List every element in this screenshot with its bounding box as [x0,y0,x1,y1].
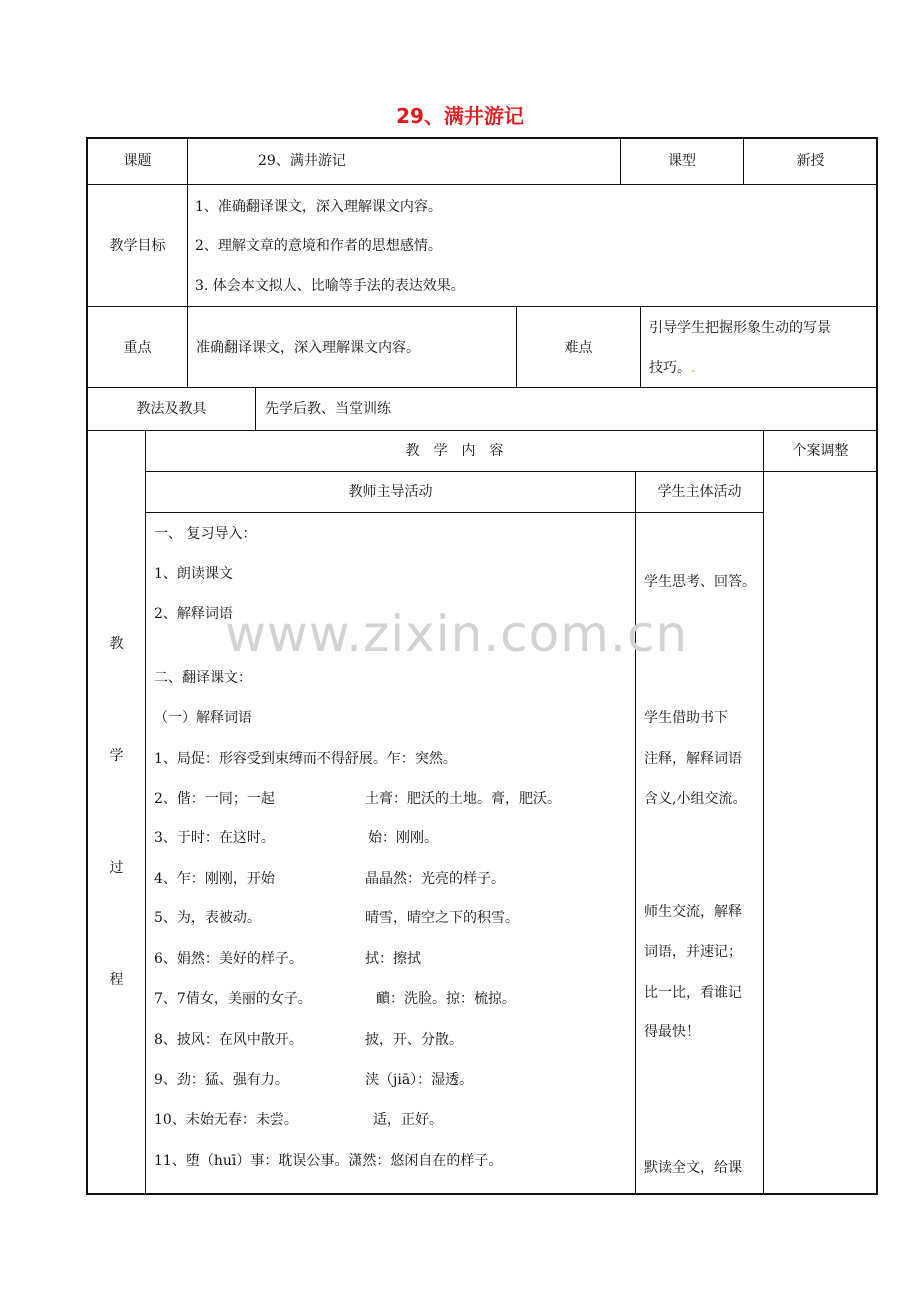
vocab-term: 9、劲：猛、强有力。 [154,1072,289,1088]
content-header: 教 学 内 容 [405,443,504,459]
vocab-term: 4、乍：刚刚，开始 [154,871,275,887]
adjust-header: 个案调整 [792,443,849,459]
goal-item: 1、准确翻译课文，深入理解课文内容。 [195,199,442,215]
teacher-line: 11、堕（huī）事：耽误公事。潇然：悠闲自在的样子。 [154,1153,503,1169]
vocab-term: 适，正好。 [373,1112,443,1128]
process-label-char: 教 [109,636,124,652]
student-line: 注释，解释词语 [644,751,742,767]
row-divider [145,512,764,513]
vocab-term: 晶晶然：光亮的样子。 [365,871,505,887]
teacher-line: 1、朗读课文 [154,566,233,582]
col-divider [640,306,641,387]
mark: . [691,360,696,376]
vocab-term: 土膏：肥沃的土地。膏，肥沃。 [365,791,561,807]
vocab-term: 8、披风：在风中散开。 [154,1032,303,1048]
goals-label: 教学目标 [109,238,166,254]
col-divider [635,471,636,1195]
vocab-term: 7、7倩女，美丽的女子。 [154,991,312,1007]
course-label: 课题 [123,153,152,169]
student-line: 师生交流，解释 [644,904,742,920]
vocab-term: 浃（jiā）：湿透。 [365,1072,474,1088]
teacher-line: （一）解释词语 [154,710,252,726]
row-divider [145,471,878,472]
teacher-header: 教师主导活动 [348,484,433,500]
row-divider [86,387,878,388]
teacher-line: 一、 复习导入： [154,526,257,542]
process-label-char: 过 [109,860,124,876]
watermark: www.zixin.com.cn [225,605,689,663]
student-line: 学生借助书下 [644,710,728,726]
vocab-term: 3、于时：在这时。 [154,830,275,846]
row-divider [86,430,878,431]
row-divider [86,306,878,307]
col-divider [187,137,188,387]
teacher-line: 1、局促：形容受到束缚而不得舒展。乍：突然。 [154,751,457,767]
teacher-line: 2、解释词语 [154,606,233,622]
vocab-term: 披，开、分散。 [365,1032,463,1048]
student-header: 学生主体活动 [657,484,742,500]
vocab-term: 5、为，表被动。 [154,910,261,926]
student-line: 比一比，看谁记 [644,985,742,1001]
difficult-label: 难点 [564,340,593,356]
vocab-term: 靧：洗脸。掠：梳掠。 [376,991,516,1007]
vocab-term: 6、娟然：美好的样子。 [154,951,303,967]
key-label: 重点 [123,340,152,356]
vocab-term: 2、偕：一同；一起 [154,791,275,807]
col-divider [255,387,256,430]
difficult-value: 技巧。. [649,360,696,376]
teacher-line: 二、翻译课文： [154,670,252,686]
col-divider [145,430,146,1195]
goal-item: 3. 体会本文拟人、比喻等手法的表达效果。 [195,278,465,294]
student-line: 得最快！ [644,1024,700,1040]
vocab-term: 拭：擦拭 [365,951,421,967]
student-line: 学生思考、回答。 [644,574,756,590]
type-value: 新授 [796,153,825,169]
student-line: 默读全文，给课 [644,1160,742,1176]
type-label: 课型 [668,153,696,169]
vocab-term: 始：刚刚。 [368,830,438,846]
difficult-value: 引导学生把握形象生动的写景 [649,320,831,336]
row-divider [86,184,878,185]
student-line: 含义,小组交流。 [644,791,747,807]
key-value: 准确翻译课文，深入理解课文内容。 [196,340,420,356]
col-divider [763,430,764,1195]
process-label-char: 学 [109,748,124,764]
document-title: 29、满井游记 [396,104,524,128]
method-label: 教法及教具 [136,401,207,417]
process-label-char: 程 [109,972,124,988]
course-value: 29、满井游记 [258,153,346,169]
method-value: 先学后教、当堂训练 [265,401,391,417]
vocab-term: 10、未始无春：未尝。 [154,1112,298,1128]
student-line: 词语，并速记； [644,944,742,960]
goal-item: 2、理解文章的意境和作者的思想感情。 [195,238,442,254]
vocab-term: 晴雪，晴空之下的积雪。 [365,910,519,926]
